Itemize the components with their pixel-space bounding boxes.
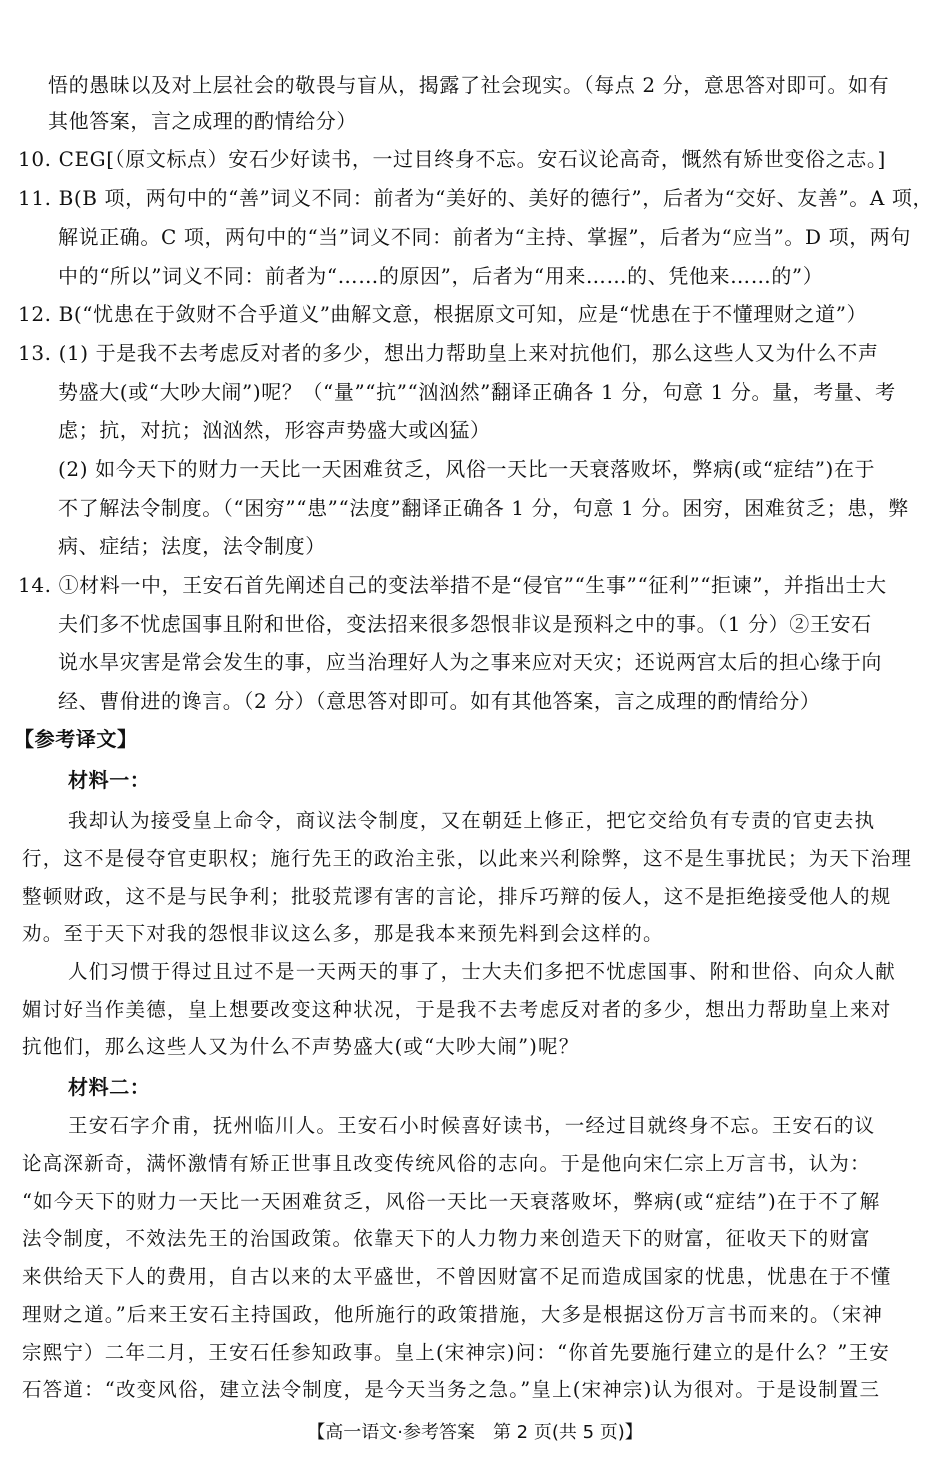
text-line: 我却认为接受皇上命令，商议法令制度，又在朝廷上修正，把它交给负有专责的官吏去执 [68,809,876,832]
material-one-heading: 材料一： [68,768,151,792]
text-line: 媚讨好当作美德，皇上想要改变这种状况，于是我不去考虑反对者的多少，想出力帮助皇上来对 [22,998,892,1021]
page-footer: 【高一语文·参考答案 第 2 页(共 5 页)】 [307,1422,643,1443]
text-line: (2) 如今天下的财力一天比一天困难贫乏，风俗一天比一天衰落败坏，弊病(或“症结”)在于 [58,457,876,481]
text-line: 解说正确。C 项，两句中的“当”词义不同：前者为“主持、掌握”，后者为“应当”。D 项，两句 [58,225,911,249]
answer-14: 14. ①材料一中，王安石首先阐述自己的变法举措不是“侵官”“生事”“征利”“拒谏”，并指出士大 [18,573,887,597]
text-line: 石答道：“改变风俗，建立法令制度，是今天当务之急。”皇上(宋神宗)认为很对。于是设制置三 [22,1378,881,1401]
text-line: 经、曹佾进的谗言。（2 分）（意思答对即可。如有其他答案，言之成理的酌情给分） [58,689,821,713]
text-line: 劝。至于天下对我的怨恨非议这么多，那是我本来预先料到会这样的。 [22,922,664,945]
text-line: 其他答案，言之成理的酌情给分） [48,109,357,133]
text-line: 说水旱灾害是常会发生的事，应当治理好人为之事来应对天灾；还说两宫太后的担心缘于向 [58,650,882,674]
text-line: 虑；抗，对抗；汹汹然，形容声势盛大或凶猛） [58,418,491,442]
text-line: 悟的愚昧以及对上层社会的敬畏与盲从，揭露了社会现实。（每点 2 分，意思答对即可。如有 [48,73,890,97]
text-line: “如今天下的财力一天比一天困难贫乏，风俗一天比一天衰落败坏，弊病(或“症结”)在于不了解 [22,1190,881,1213]
text-line: 病、症结；法度，法令制度） [58,534,326,558]
text-line: 王安石字介甫，抚州临川人。王安石小时候喜好读书，一经过目就终身不忘。王安石的议 [68,1114,876,1137]
text-line: 中的“所以”词义不同：前者为“……的原因”，后者为“用来……的、凭他来……的”） [58,264,824,288]
material-two-heading: 材料二： [68,1075,151,1099]
text-line: 法令制度，不效法先王的治国政策。依靠天下的人力物力来创造天下的财富，征收天下的财富 [22,1227,871,1250]
text-line: 行，这不是侵夺官吏职权；施行先王的政治主张，以此来兴利除弊，这不是生事扰民；为天下治理 [22,847,913,870]
text-line: 整顿财政，这不是与民争利；批驳荒谬有害的言论，排斥巧辩的佞人，这不是拒绝接受他人的规 [22,885,892,908]
answer-13: 13. (1) 于是我不去考虑反对者的多少，想出力帮助皇上来对抗他们，那么这些人又为什么不声 [18,341,879,365]
text-line: 来供给天下人的费用，自古以来的太平盛世，不曾因财富不足而造成国家的忧患，忧患在于不懂 [22,1265,892,1288]
text-line: 抗他们，那么这些人又为什么不声势盛大(或“大吵大闹”)呢？ [22,1035,580,1058]
text-line: 理财之道。”后来王安石主持国政，他所施行的政策措施，大多是根据这份万言书而来的。（宋神 [22,1303,884,1326]
text-line: 人们习惯于得过且过不是一天两天的事了，士大夫们多把不忧虑国事、附和世俗、向众人献 [68,960,897,983]
text-line: 不了解法令制度。（“困穷”“患”“法度”翻译正确各 1 分，句意 1 分。困穷，困难贫乏；患，弊 [58,496,910,520]
section-heading: 【参考译文】 [14,727,138,751]
text-line: 论高深新奇，满怀激情有矫正世事且改变传统风俗的志向。于是他向宋仁宗上万言书，认为： [22,1152,871,1175]
answer-10: 10. CEG[（原文标点）安石少好读书，一过目终身不忘。安石议论高奇，慨然有矫世变俗之志。] [18,147,886,171]
answer-12: 12. B(“忧患在于敛财不合乎道义”曲解文意，根据原文可知，应是“忧患在于不懂理财之道”） [18,302,868,326]
text-line: 宗熙宁）二年二月，王安石任参知政事。皇上(宋神宗)问：“你首先要施行建立的是什么？”王安 [22,1341,890,1364]
answer-11: 11. B(B 项，两句中的“善”词义不同：前者为“美好的、美好的德行”，后者为“交好、友善”。A 项， [18,186,934,210]
text-line: 夫们多不忧虑国事且附和世俗，变法招来很多怨恨非议是预料之中的事。（1 分）②王安石 [58,612,872,636]
text-line: 势盛大(或“大吵大闹”)呢？（“量”“抗”“汹汹然”翻译正确各 1 分，句意 1 分。量，考量、考 [58,380,896,404]
